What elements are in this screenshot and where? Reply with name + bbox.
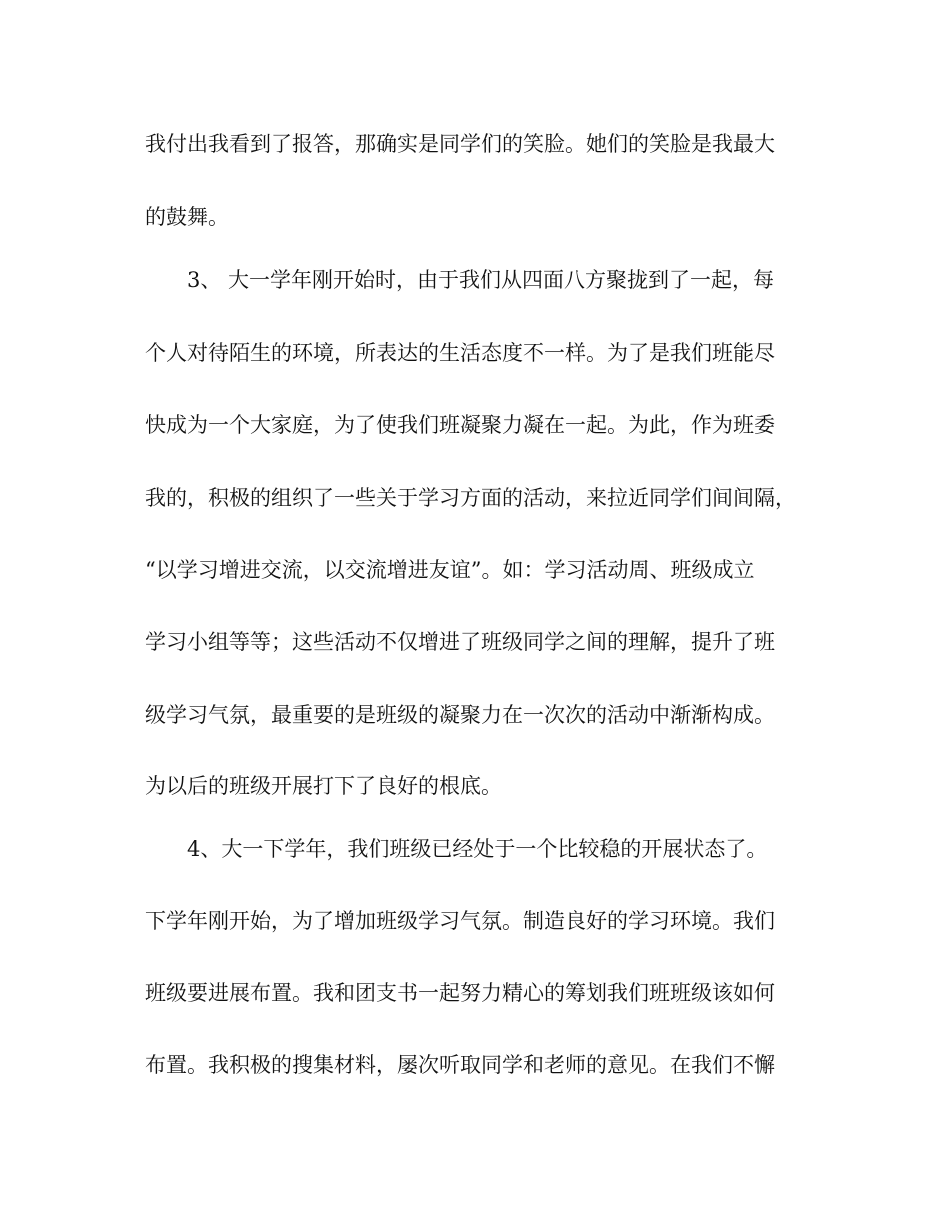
text-line: 我付出我看到了报答，那确实是同学们的笑脸。她们的笑脸是我最大 (145, 132, 775, 156)
text-line: 3、 大一学年刚开始时，由于我们从四面八方聚拢到了一起，每 (187, 268, 775, 292)
text-line: 为以后的班级开展打下了良好的根底。 (145, 774, 502, 798)
text-line: 我的，积极的组织了一些关于学习方面的活动，来拉近同学们间间隔， (145, 486, 796, 510)
text-line: 布置。我积极的搜集材料，屡次听取同学和老师的意见。在我们不懈 (145, 1053, 775, 1077)
text-line: 级学习气氛，最重要的是班级的凝聚力在一次次的活动中渐渐构成。 (145, 703, 775, 727)
text-line: 个人对待陌生的环境，所表达的生活态度不一样。为了是我们班能尽 (145, 341, 775, 365)
text-line: 班级要进展布置。我和团支书一起努力精心的筹划我们班班级该如何 (145, 981, 775, 1005)
text-line: “以学习增进交流，以交流增进友谊”。如：学习活动周、班级成立 (145, 558, 755, 582)
text-line: 的鼓舞。 (145, 205, 229, 229)
text-line: 快成为一个大家庭，为了使我们班凝聚力凝在一起。为此，作为班委 (145, 413, 775, 437)
text-line: 学习小组等等；这些活动不仅增进了班级同学之间的理解，提升了班 (145, 630, 775, 654)
text-line: 4、大一下学年，我们班级已经处于一个比较稳的开展状态了。 (187, 837, 768, 861)
text-line: 下学年刚开始，为了增加班级学习气氛。制造良好的学习环境。我们 (145, 909, 775, 933)
